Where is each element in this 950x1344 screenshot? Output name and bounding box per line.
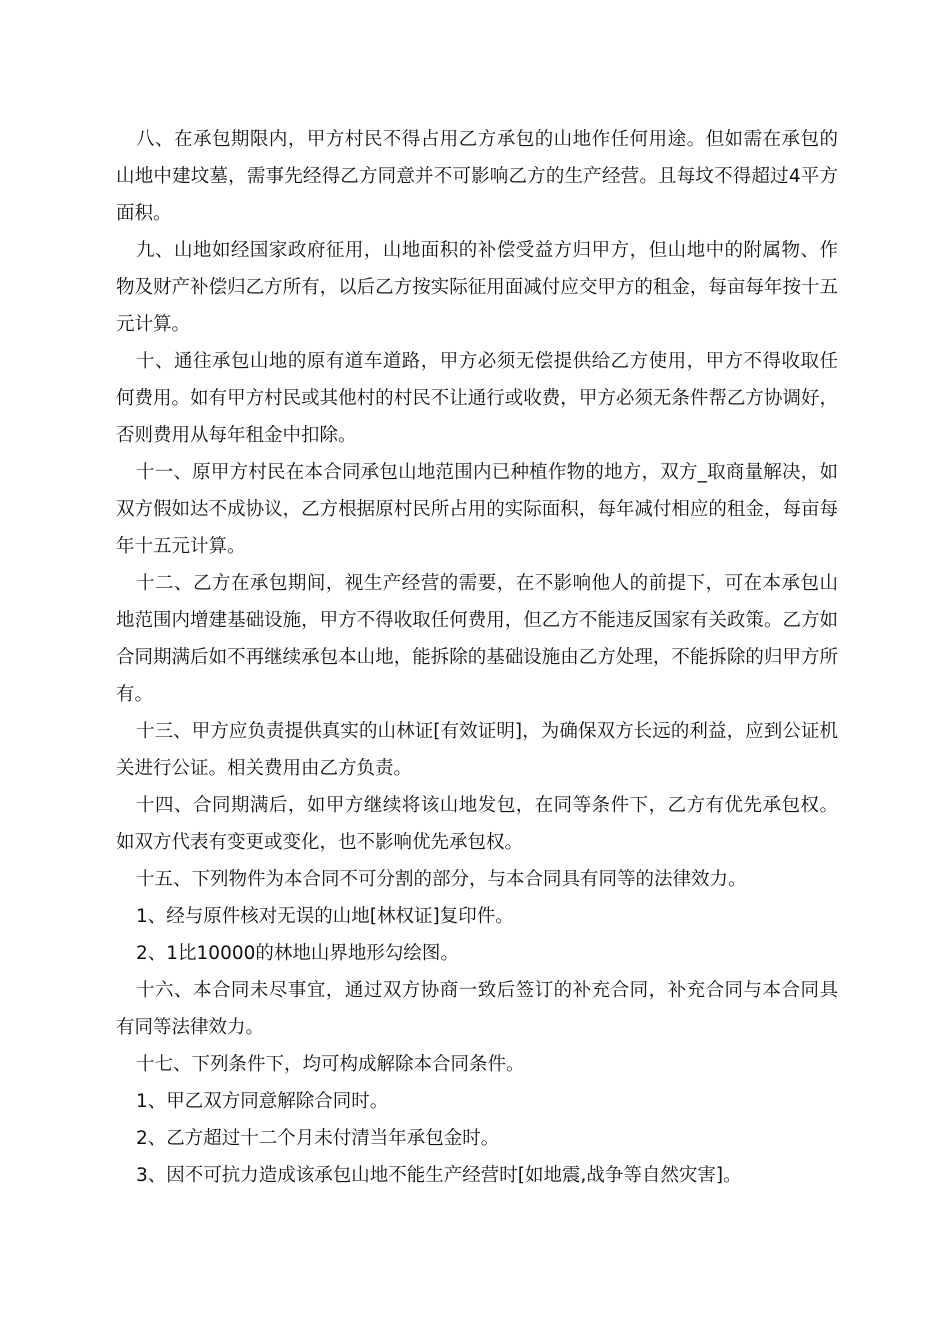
clause-17-item-1: 1、甲乙双方同意解除合同时。 (136, 1091, 389, 1112)
clause-10: 十、通往承包山地的原有道车道路，甲方必须无偿提供给乙方使用，甲方不得收取任何费用。如有甲方村民或其他村的村民不让通行或收费，甲方必须无条件帮乙方协调好，否则费用从每年租金中扣除。 (116, 351, 838, 446)
clause-15: 十五、下列物件为本合同不可分割的部分，与本合同具有同等的法律效力。 (136, 869, 747, 890)
clause-8: 八、在承包期限内，甲方村民不得占用乙方承包的山地作任何用途。但如需在承包的山地中建坟墓，需事先经得乙方同意并不可影响乙方的生产经营。且每坟不得超过4平方面积。 (116, 129, 838, 224)
document-body (116, 121, 838, 1194)
clause-14: 十四、合同期满后，如甲方继续将该山地发包，在同等条件下，乙方有优先承包权。如双方代表有变更或变化，也不影响优先承包权。 (116, 795, 838, 853)
clause-11: 十一、原甲方村民在本合同承包山地范围内已种植作物的地方，双方_取商量解决，如双方假如达不成协议，乙方根据原村民所占用的实际面积，每年减付相应的租金，每亩每年十五元计算。 (116, 462, 838, 557)
clause-17-item-3: 3、因不可抗力造成该承包山地不能生产经营时[如地震,战争等自然灾害]。 (136, 1165, 742, 1186)
clause-12: 十二、乙方在承包期间，视生产经营的需要，在不影响他人的前提下，可在本承包山地范围内增建基础设施，甲方不得收取任何费用，但乙方不能违反国家有关政策。乙方如合同期满后如不再继续承包本山地，能拆除的基础设施由乙方处理，不能拆除的归甲方所有。 (116, 573, 838, 705)
clause-13: 十三、甲方应负责提供真实的山林证[有效证明]，为确保双方长远的利益，应到公证机关进行公证。相关费用由乙方负责。 (116, 721, 838, 779)
clause-17-item-2: 2、乙方超过十二个月未付清当年承包金时。 (136, 1128, 500, 1149)
clause-17: 十七、下列条件下，均可构成解除本合同条件。 (136, 1054, 525, 1075)
clause-15-item-1: 1、经与原件核对无误的山地[林权证]复印件。 (136, 906, 514, 927)
clause-15-item-2: 2、1比10000的林地山界地形勾绘图。 (136, 943, 459, 964)
clause-16: 十六、本合同未尽事宜，通过双方协商一致后签订的补充合同，补充合同与本合同具有同等法律效力。 (116, 980, 838, 1038)
clause-9: 九、山地如经国家政府征用，山地面积的补偿受益方归甲方，但山地中的附属物、作物及财产补偿归乙方所有，以后乙方按实际征用面减付应交甲方的租金，每亩每年按十五元计算。 (116, 240, 838, 335)
